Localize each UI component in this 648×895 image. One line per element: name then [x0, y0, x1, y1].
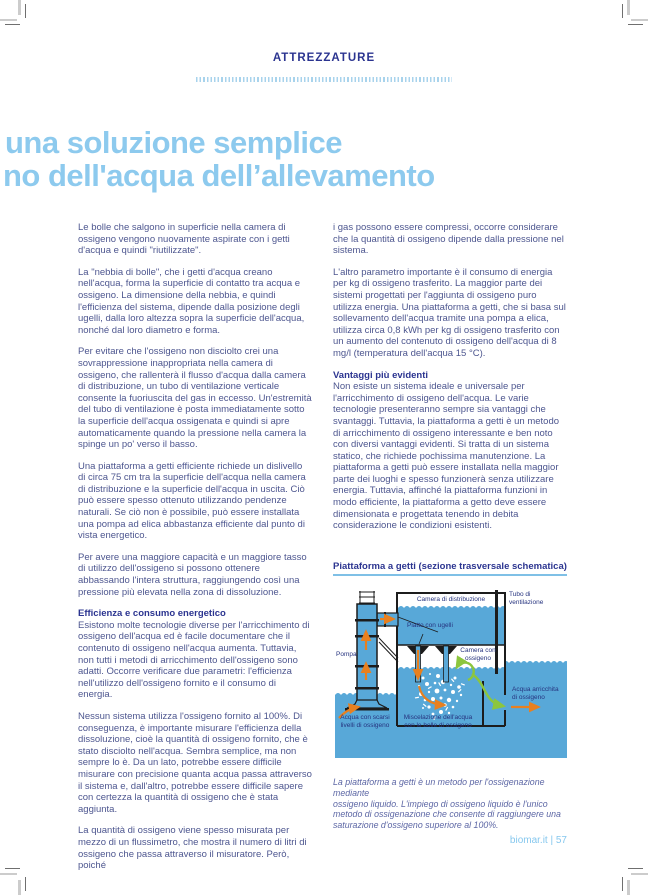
- figure-caption-line: saturazione d'ossigeno superiore al 100%.: [333, 820, 499, 831]
- article-title-line2: no dell'acqua dell’allevamento: [3, 158, 435, 193]
- figure-caption: [333, 777, 578, 831]
- figure-caption-line: ossigeno liquido. L'impiego di ossigeno liquido è l'unico: [333, 798, 548, 809]
- body-paragraph: L'altro parametro importante è il consumo di energia per kg di ossigeno trasferito. La maggior parte dei sistemi progettati per l'aggiunta di ossigeno puro utilizza energia. Una piattaforma a getti, che si basa sul sollevamento dell'acqua tramite una pompa a elica, utilizza circa 0,8 kWh per kg di ossigeno trasferito con un aumento del contenuto di ossigeno dell'acqua di 8 mg/l (temperatura dell'acqua 15 °C).: [333, 266, 566, 359]
- article-title: [5, 126, 435, 192]
- label-low-oxygen-water-line2: livelli di ossigeno: [340, 722, 390, 729]
- page-footer: biomar.it | 57: [509, 835, 567, 846]
- label-oxygen-chamber-line2: ossigeno: [464, 655, 492, 662]
- body-paragraph: Esistono molte tecnologie diverse per l'arricchimento di ossigeno dell'acqua ed è facile documentare che il contenuto di ossigeno nell'acqua aumenta. Tuttavia, non tutti i metodi di arricchimento dell'ossigeno sono adatti. Occorre verificare due parametri: l'efficienza nell'utilizzo dell'ossigeno fornito e il consumo di energia.: [78, 619, 310, 701]
- body-paragraph: i gas possono essere compressi, occorre considerare che la quantità di ossigeno dipende dalla pressione nel sistema.: [333, 222, 564, 257]
- dotted-divider: [196, 77, 452, 82]
- label-oxygen-chamber-line1: Camera con: [460, 647, 496, 654]
- label-low-oxygen-water-line1: Acqua con scarsi: [340, 714, 390, 721]
- label-pump: Pompa: [336, 651, 357, 658]
- label-nozzle-plate: Piatto con ugelli: [407, 622, 453, 629]
- body-paragraph: Nessun sistema utilizza l'ossigeno fornito al 100%. Di conseguenza, è importante misurare l'efficienza della dissoluzione, cioè la quantità di ossigeno fornito, che è stato disciolto nell'acqua. Sembra semplice, ma non sempre lo è. Da un lato, potrebbe essere difficile misurare con precisione quanta acqua passa attraverso il sistema e, dall'altro, potrebbe essere difficile sapere con certezza la quantità di ossigeno che è stata aggiunta.: [78, 710, 312, 815]
- section-kicker: ATTREZZATURE: [272, 52, 376, 64]
- body-paragraph: Per evitare che l'ossigeno non disciolto crei una sovrappressione inappropriata nella camera di ossigeno, che rallenterà il flusso d'acqua dalla camera di distribuzione, un tubo di ventilazione verticale consente la fuoriuscita del gas in eccesso. Un'estremità del tubo di ventilazione è posta immediatamente sotto la superficie dell'acqua ossigenata e quindi si apre automaticamente quando la pressione nella camera la spinge un po' verso il basso.: [78, 346, 312, 451]
- figure-caption-line: metodo di ossigenazione che consente di raggiungere una: [333, 809, 561, 820]
- jet-platform-diagram: [335, 588, 567, 760]
- label-mixing-zone-line1: Miscelazione dell'acqua: [403, 714, 473, 721]
- figure-heading-rule: [333, 574, 567, 576]
- label-vent-tube-line2: ventilazione: [509, 599, 544, 606]
- figure-caption-line: La piattaforma a getti è un metodo per l'ossigenazione mediante: [333, 777, 545, 798]
- body-paragraph: Le bolle che salgono in superficie nella camera di ossigeno vengono nuovamente aspirate con i getti d'acqua e quindi "riutilizzate".: [78, 222, 290, 257]
- body-paragraph: Per avere una maggiore capacità e un maggiore tasso di utilizzo dell'ossigeno si possono ottenere abbassando l'intera struttura, raggiungendo così una pressione più elevata nella zona di dissoluzione.: [78, 551, 307, 598]
- body-paragraph: La quantità di ossigeno viene spesso misurata per mezzo di un flussimetro, che mostra il numero di litri di ossigeno che passa attraverso il misuratore. Però, poiché: [78, 825, 307, 872]
- label-enriched-water-line1: Acqua arricchita: [512, 686, 559, 693]
- section-heading: Vantaggi più evidenti: [333, 369, 429, 381]
- body-column-left: [78, 222, 312, 882]
- body-paragraph: La "nebbia di bolle", che i getti d'acqua creano nell'acqua, forma la superficie di contatto tra acqua e ossigeno. La dimensione della nebbia, e quindi l'efficienza del sistema, dipende dalla posizione degli ugelli, dalla loro altezza sopra la superficie dell'acqua, nonché dal loro diametro e forma.: [78, 266, 305, 336]
- article-title-line1: una soluzione semplice: [5, 125, 342, 160]
- label-vent-tube-line1: Tubo di: [509, 591, 531, 598]
- label-enriched-water-line2: di ossigeno: [512, 694, 545, 701]
- body-paragraph: Non esiste un sistema ideale e universale per l'arricchimento di ossigeno dell'acqua. Le varie tecnologie presenteranno sempre sia vantaggi che svantaggi. Tuttavia, la piattaforma a getti è un metodo di arricchimento di ossigeno interessante e ben noto con diversi vantaggi evidenti. Si tratta di un sistema statico, che richiede pochissima manutenzione. La piattaforma a getti può essere installata nella maggior parte dei luoghi e spesso funzionerà senza utilizzare energia. Tuttavia, affinché la piattaforma funzioni in modo efficiente, la piattaforma a getto deve essere dimensionata e progettata tenendo in debita considerazione le condizioni esistenti.: [333, 381, 560, 532]
- jet-platform-schematic: [335, 588, 567, 760]
- section-heading: Efficienza e consumo energetico: [78, 608, 226, 620]
- body-column-right: [333, 222, 567, 542]
- figure-heading: Piattaforma a getti (sezione trasversale schematica): [333, 561, 567, 572]
- label-mixing-zone-line2: con le bolle di ossigeno: [404, 722, 472, 729]
- body-paragraph: Una piattaforma a getti efficiente richiede un dislivello di circa 75 cm tra la superficie dell'acqua nella camera di distribuzione e la superficie dell'acqua in uscita. Ciò può essere spesso ottenuto utilizzando pendenze naturali. Se ciò non è possibile, può essere installata una pompa ad elica abbastanza efficiente dal punto di vista energetico.: [78, 460, 306, 542]
- label-distribution-chamber: Camera di distribuzione: [416, 596, 486, 603]
